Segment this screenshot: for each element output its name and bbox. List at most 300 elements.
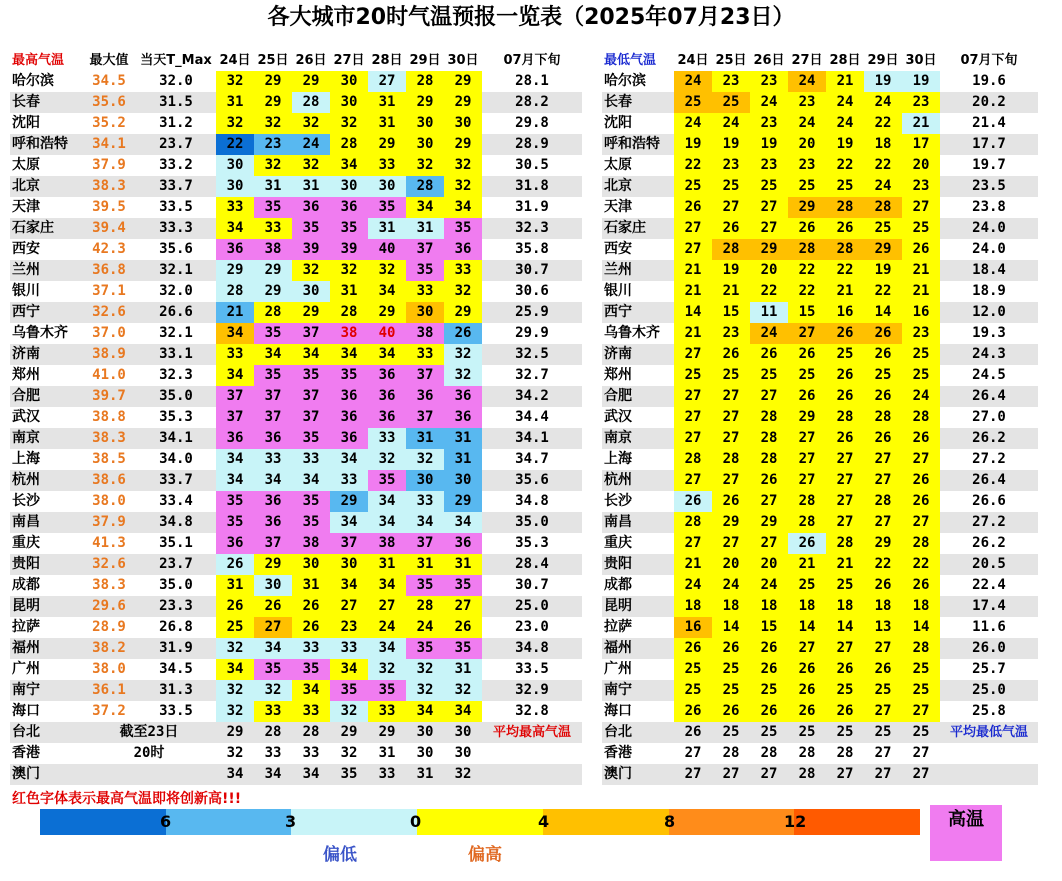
low-row	[602, 470, 1038, 491]
period-value: 31.9	[515, 199, 549, 215]
period-value: 34.7	[515, 451, 549, 467]
forecast-cell: 27	[912, 745, 930, 761]
forecast-cell: 19	[902, 71, 940, 92]
forecast-cell: 32	[444, 764, 482, 785]
forecast-cell: 23	[902, 92, 940, 113]
city-name: 贵阳	[10, 554, 82, 575]
forecast-cell: 34	[330, 449, 368, 470]
city-name: 南京	[10, 428, 82, 449]
forecast-cell: 30	[368, 176, 406, 197]
period-value: 18.9	[972, 283, 1006, 299]
forecast-cell: 29	[254, 92, 292, 113]
city-name: 重庆	[12, 535, 40, 551]
forecast-cell: 21	[788, 554, 826, 575]
city-name: 广州	[12, 661, 40, 677]
period-value: 30.6	[515, 283, 549, 299]
forecast-cell: 23	[712, 71, 750, 92]
forecast-cell: 30	[330, 554, 368, 575]
max-value: 38.5	[92, 451, 126, 467]
forecast-cell: 15	[750, 617, 788, 638]
forecast-cell: 31	[406, 218, 444, 239]
day-header: 24日	[219, 53, 251, 68]
forecast-cell: 36	[216, 533, 254, 554]
period-value: 33.5	[515, 661, 549, 677]
forecast-cell: 23	[788, 155, 826, 176]
period-value: 27.0	[972, 409, 1006, 425]
forecast-cell: 27	[712, 197, 750, 218]
forecast-cell: 32	[254, 113, 292, 134]
forecast-cell: 30	[330, 92, 368, 113]
forecast-cell: 36	[216, 428, 254, 449]
city-name: 石家庄	[602, 218, 674, 239]
legend-tick-0: 0	[410, 812, 422, 831]
legend-low-label: 偏低	[323, 845, 357, 865]
forecast-cell: 25	[712, 365, 750, 386]
high-row	[10, 470, 582, 491]
forecast-cell: 27	[788, 323, 826, 344]
forecast-cell: 34	[216, 218, 254, 239]
city-name: 天津	[12, 199, 40, 215]
forecast-cell: 26	[292, 596, 330, 617]
forecast-cell: 21	[712, 281, 750, 302]
low-row	[602, 260, 1038, 281]
forecast-cell: 34	[444, 701, 482, 722]
city-name: 合肥	[10, 386, 82, 407]
forecast-cell: 19	[712, 134, 750, 155]
city-name: 杭州	[10, 470, 82, 491]
forecast-cell: 21	[826, 554, 864, 575]
period-value: 26.2	[940, 428, 1038, 449]
today-value: 31.2	[159, 115, 193, 131]
low-row	[602, 344, 1038, 365]
forecast-cell: 30	[406, 302, 444, 323]
forecast-cell: 26	[712, 344, 750, 365]
forecast-cell: 21	[216, 302, 254, 323]
period-value: 28.2	[482, 92, 582, 113]
forecast-cell: 25	[788, 722, 826, 743]
day-header: 28日	[829, 53, 861, 68]
forecast-cell: 31	[368, 92, 406, 113]
forecast-cell: 33	[292, 701, 330, 722]
period-value: 平均最低气温	[940, 722, 1038, 743]
city-name: 重庆	[604, 535, 632, 551]
max-value: 32.6	[82, 554, 136, 575]
low-row	[602, 365, 1038, 386]
forecast-cell: 26	[864, 323, 902, 344]
forecast-cell: 21	[674, 323, 712, 344]
today-value: 31.3	[136, 680, 216, 701]
forecast-cell: 25	[864, 365, 902, 386]
forecast-cell: 31	[254, 176, 292, 197]
period-value: 27.2	[972, 451, 1006, 467]
forecast-cell: 34	[406, 701, 444, 722]
max-value: 38.0	[92, 661, 126, 677]
forecast-cell: 24	[788, 113, 826, 134]
forecast-cell: 34	[368, 281, 406, 302]
forecast-cell: 35	[292, 365, 330, 386]
forecast-cell: 27	[712, 533, 750, 554]
forecast-cell: 40	[368, 239, 406, 260]
forecast-cell: 35	[368, 197, 406, 218]
forecast-cell: 32	[330, 113, 368, 134]
forecast-cell: 33	[368, 764, 406, 785]
legend-swatch-p0	[417, 809, 543, 835]
period-value: 21.4	[972, 115, 1006, 131]
forecast-cell: 27	[712, 470, 750, 491]
forecast-cell: 38	[330, 323, 368, 344]
period-value: 34.1	[482, 428, 582, 449]
city-name: 南宁	[10, 680, 82, 701]
legend-tick-12: 12	[784, 812, 807, 831]
forecast-cell: 29	[254, 554, 292, 575]
forecast-cell: 35	[406, 260, 444, 281]
period-value: 12.0	[940, 302, 1038, 323]
forecast-cell: 35	[216, 491, 254, 512]
forecast-cell: 26	[712, 218, 750, 239]
forecast-cell: 36	[406, 386, 444, 407]
forecast-cell: 25	[826, 344, 864, 365]
period-value: 35.0	[482, 512, 582, 533]
forecast-cell: 25	[902, 344, 940, 365]
forecast-cell: 21	[902, 260, 940, 281]
forecast-cell: 26	[712, 638, 750, 659]
high-row	[10, 428, 582, 449]
forecast-cell: 25	[674, 680, 712, 701]
high-row	[10, 722, 582, 743]
forecast-cell: 28	[760, 745, 778, 761]
forecast-cell: 32	[330, 260, 368, 281]
forecast-cell: 37	[254, 407, 292, 428]
low-row	[602, 680, 1038, 701]
period-value: 11.6	[972, 619, 1006, 635]
period-value: 35.8	[515, 241, 549, 257]
low-row	[602, 554, 1038, 575]
max-value: 34.5	[92, 73, 126, 89]
forecast-cell: 24	[674, 575, 712, 596]
today-value: 33.4	[159, 493, 193, 509]
forecast-cell: 18	[712, 596, 750, 617]
forecast-cell: 26	[826, 365, 864, 386]
forecast-cell: 22	[788, 260, 826, 281]
low-row	[602, 281, 1038, 302]
forecast-cell: 31	[216, 92, 254, 113]
forecast-cell: 32	[444, 176, 482, 197]
city-name: 成都	[604, 577, 632, 593]
max-value: 39.4	[82, 218, 136, 239]
forecast-cell: 29	[368, 302, 406, 323]
city-name: 海口	[12, 703, 40, 719]
forecast-cell: 37	[406, 407, 444, 428]
max-value: 38.3	[82, 176, 136, 197]
max-value: 38.3	[82, 428, 136, 449]
forecast-cell: 35	[444, 575, 482, 596]
forecast-cell: 30	[416, 745, 434, 761]
low-label: 最低气温	[604, 53, 657, 68]
forecast-cell: 26	[674, 491, 712, 512]
forecast-cell: 27	[788, 449, 826, 470]
forecast-cell: 26	[292, 617, 330, 638]
forecast-cell: 27	[684, 745, 702, 761]
forecast-cell: 35	[444, 638, 482, 659]
forecast-cell: 27	[750, 218, 788, 239]
forecast-cell: 30	[330, 176, 368, 197]
forecast-cell: 36	[330, 428, 368, 449]
period-value	[482, 764, 582, 785]
high-row	[10, 323, 582, 344]
forecast-cell: 26	[902, 491, 940, 512]
forecast-cell: 33	[254, 218, 292, 239]
today-value: 33.7	[136, 470, 216, 491]
city-name: 乌鲁木齐	[604, 325, 660, 341]
max-value: 35.6	[82, 92, 136, 113]
high-row	[10, 491, 582, 512]
max-value: 36.8	[82, 260, 136, 281]
forecast-cell: 32	[406, 680, 444, 701]
forecast-cell: 33	[368, 155, 406, 176]
period-value: 32.8	[515, 703, 549, 719]
forecast-cell: 29	[444, 71, 482, 92]
forecast-cell: 32	[292, 260, 330, 281]
forecast-cell: 16	[902, 302, 940, 323]
period-value: 24.3	[940, 344, 1038, 365]
forecast-cell: 26	[444, 323, 482, 344]
forecast-cell: 29	[254, 281, 292, 302]
forecast-cell: 28	[826, 197, 864, 218]
forecast-cell: 29	[864, 239, 902, 260]
forecast-cell: 37	[406, 365, 444, 386]
low-row	[602, 428, 1038, 449]
forecast-cell: 34	[216, 323, 254, 344]
today-value: 35.1	[159, 535, 193, 551]
forecast-cell: 35	[406, 575, 444, 596]
forecast-cell: 34	[292, 470, 330, 491]
forecast-cell: 33	[330, 470, 368, 491]
forecast-cell: 23	[750, 155, 788, 176]
forecast-cell: 34	[254, 638, 292, 659]
low-row	[602, 92, 1038, 113]
forecast-cell: 29	[368, 134, 406, 155]
forecast-cell: 32	[444, 680, 482, 701]
today-value: 23.7	[136, 554, 216, 575]
forecast-cell: 35	[368, 680, 406, 701]
forecast-cell: 21	[674, 260, 712, 281]
forecast-cell: 34	[406, 512, 444, 533]
max-value: 38.8	[92, 409, 126, 425]
forecast-cell: 29	[330, 722, 368, 743]
low-row	[602, 386, 1038, 407]
city-name: 拉萨	[604, 619, 632, 635]
legend-tick-4: 4	[538, 812, 550, 831]
forecast-cell: 25	[788, 575, 826, 596]
forecast-cell: 27	[826, 491, 864, 512]
forecast-cell: 28	[254, 302, 292, 323]
forecast-cell: 27	[750, 386, 788, 407]
forecast-cell: 28	[750, 428, 788, 449]
city-name: 上海	[12, 451, 40, 467]
city-name: 南宁	[602, 680, 674, 701]
forecast-cell: 21	[826, 281, 864, 302]
city-name: 南昌	[602, 512, 674, 533]
city-name: 昆明	[10, 596, 82, 617]
forecast-cell: 28	[864, 197, 902, 218]
forecast-cell: 35	[254, 323, 292, 344]
forecast-cell: 29	[216, 722, 254, 743]
legend-tick-6: 6	[160, 812, 172, 831]
city-name: 乌鲁木齐	[12, 325, 68, 341]
forecast-cell: 26	[750, 638, 788, 659]
forecast-cell: 27	[674, 218, 712, 239]
city-name: 上海	[604, 451, 632, 467]
forecast-cell: 33	[254, 701, 292, 722]
forecast-cell: 37	[292, 386, 330, 407]
forecast-cell: 34	[292, 764, 330, 785]
city-name: 太原	[12, 157, 40, 173]
forecast-cell: 35	[216, 512, 254, 533]
forecast-cell: 28	[216, 281, 254, 302]
forecast-cell: 18	[788, 596, 826, 617]
forecast-cell: 30	[254, 575, 292, 596]
city-name: 石家庄	[10, 218, 82, 239]
max-value: 38.2	[82, 638, 136, 659]
forecast-cell: 27	[674, 407, 712, 428]
forecast-cell: 14	[826, 617, 864, 638]
period-value: 25.8	[972, 703, 1006, 719]
period-value: 23.8	[972, 199, 1006, 215]
low-row	[602, 239, 1038, 260]
forecast-cell: 34	[368, 575, 406, 596]
forecast-cell: 34	[330, 155, 368, 176]
forecast-cell: 30	[406, 470, 444, 491]
period-header: 07月下旬	[960, 53, 1018, 68]
forecast-cell: 25	[750, 680, 788, 701]
forecast-cell: 32	[368, 449, 406, 470]
today-value: 35.6	[159, 241, 193, 257]
forecast-cell: 27	[864, 764, 902, 785]
period-value: 32.3	[482, 218, 582, 239]
high-row	[10, 449, 582, 470]
forecast-cell: 29	[254, 71, 292, 92]
forecast-cell: 23	[750, 113, 788, 134]
forecast-cell: 36	[292, 197, 330, 218]
forecast-cell: 26	[750, 470, 788, 491]
forecast-cell: 25	[902, 659, 940, 680]
forecast-cell: 36	[330, 386, 368, 407]
period-value: 29.9	[515, 325, 549, 341]
high-header-row	[10, 50, 582, 71]
forecast-cell: 28	[750, 449, 788, 470]
period-value: 26.0	[940, 638, 1038, 659]
forecast-cell: 29	[406, 92, 444, 113]
forecast-cell: 37	[254, 533, 292, 554]
city-name: 香港	[12, 745, 40, 761]
note-cell	[82, 764, 216, 785]
forecast-cell: 34	[254, 470, 292, 491]
city-name: 西安	[604, 241, 632, 257]
forecast-cell: 30	[406, 722, 444, 743]
forecast-cell: 19	[712, 260, 750, 281]
forecast-cell: 24	[864, 176, 902, 197]
forecast-cell: 32	[406, 659, 444, 680]
forecast-cell: 25	[712, 680, 750, 701]
high-row	[10, 407, 582, 428]
forecast-cell: 29	[788, 407, 826, 428]
forecast-cell: 23	[330, 617, 368, 638]
high-row	[10, 512, 582, 533]
forecast-cell: 25	[674, 176, 712, 197]
city-name: 武汉	[12, 409, 40, 425]
low-row	[602, 197, 1038, 218]
period-value: 30.7	[482, 260, 582, 281]
forecast-cell: 35	[292, 491, 330, 512]
max-value: 36.1	[82, 680, 136, 701]
forecast-cell: 34	[330, 512, 368, 533]
forecast-cell: 33	[406, 344, 444, 365]
max-value: 39.7	[82, 386, 136, 407]
forecast-cell: 27	[902, 197, 940, 218]
period-value: 19.6	[972, 73, 1006, 89]
high-row	[10, 155, 582, 176]
forecast-cell: 35	[292, 218, 330, 239]
forecast-cell: 19	[864, 260, 902, 281]
forecast-cell: 33	[216, 197, 254, 218]
forecast-cell: 21	[674, 281, 712, 302]
low-row	[602, 323, 1038, 344]
city-name: 长沙	[604, 493, 632, 509]
forecast-cell: 32	[444, 344, 482, 365]
forecast-cell: 32	[406, 449, 444, 470]
forecast-cell: 23	[712, 155, 750, 176]
forecast-cell: 31	[444, 428, 482, 449]
high-row	[10, 239, 582, 260]
forecast-cell: 34	[368, 638, 406, 659]
forecast-cell: 33	[330, 638, 368, 659]
forecast-cell: 26	[254, 596, 292, 617]
day-header: 24日	[677, 53, 709, 68]
forecast-cell: 32	[340, 745, 358, 761]
forecast-cell: 25	[750, 176, 788, 197]
forecast-cell: 29	[444, 302, 482, 323]
low-row	[602, 575, 1038, 596]
legend-swatch-p4	[543, 809, 669, 835]
forecast-cell: 27	[788, 470, 826, 491]
max-value: 41.0	[92, 367, 126, 383]
period-value: 28.1	[515, 73, 549, 89]
forecast-cell: 29	[788, 197, 826, 218]
high-row	[10, 134, 582, 155]
forecast-cell: 16	[674, 617, 712, 638]
forecast-cell: 22	[674, 155, 712, 176]
period-value: 19.3	[972, 325, 1006, 341]
low-row	[602, 491, 1038, 512]
forecast-cell: 25	[674, 659, 712, 680]
forecast-cell: 36	[330, 407, 368, 428]
forecast-cell: 27	[712, 764, 750, 785]
forecast-cell: 35	[330, 218, 368, 239]
day-header: 27日	[333, 53, 365, 68]
forecast-cell: 32	[216, 701, 254, 722]
forecast-cell: 26	[712, 701, 750, 722]
low-row	[602, 155, 1038, 176]
forecast-cell: 30	[292, 281, 330, 302]
forecast-cell: 25	[712, 92, 750, 113]
high-row	[10, 764, 582, 785]
forecast-cell: 31	[368, 113, 406, 134]
forecast-cell: 30	[330, 71, 368, 92]
forecast-cell: 25	[674, 365, 712, 386]
low-row	[602, 134, 1038, 155]
forecast-cell: 25	[864, 680, 902, 701]
forecast-cell: 23	[254, 134, 292, 155]
